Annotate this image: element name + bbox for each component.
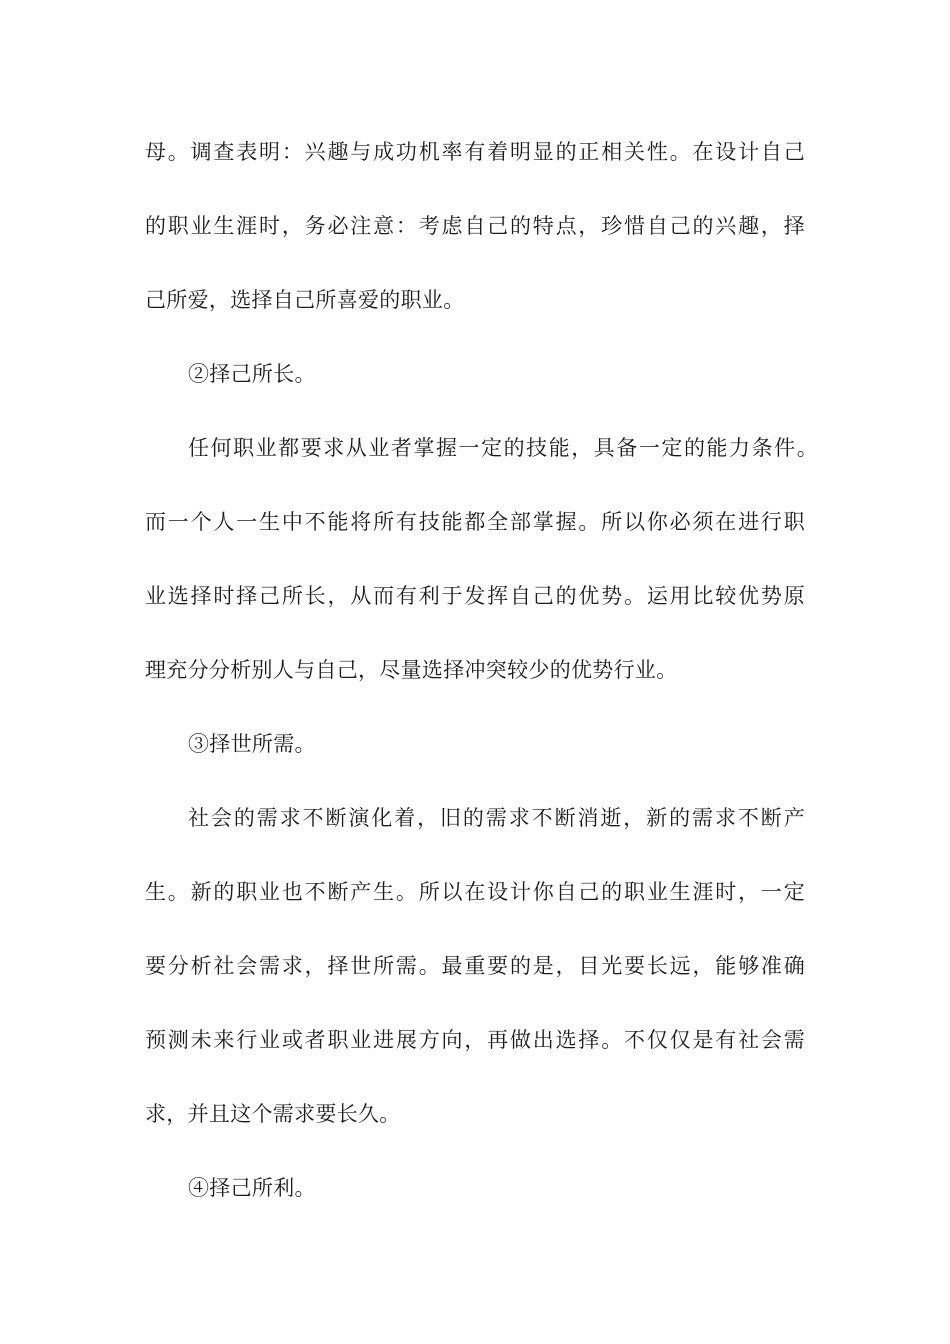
- text-line: 的职业生涯时，务必注意：考虑自己的特点，珍惜自己的兴趣，择: [145, 214, 805, 238]
- text-line: 预测未来行业或者职业进展方向，再做出选择。不仅仅是有社会需: [145, 1028, 805, 1052]
- text-line: 求，并且这个需求要长久。: [145, 1102, 401, 1126]
- section-heading: ②择己所长。: [188, 362, 316, 386]
- section-heading: ④择己所利。: [188, 1176, 316, 1200]
- text-line: 要分析社会需求，择世所需。最重要的是，目光要长远，能够准确: [145, 954, 805, 978]
- text-line: 业选择时择己所长，从而有利于发挥自己的优势。运用比较优势原: [145, 584, 805, 608]
- text-line: 母。调查表明：兴趣与成功机率有着明显的正相关性。在设计自己: [145, 140, 805, 164]
- text-line: 生。新的职业也不断产生。所以在设计你自己的职业生涯时，一定: [145, 880, 805, 904]
- text-line: 社会的需求不断演化着，旧的需求不断消逝，新的需求不断产: [188, 806, 805, 830]
- text-line: 而一个人一生中不能将所有技能都全部掌握。所以你必须在进行职: [145, 510, 805, 534]
- text-line: 任何职业都要求从业者掌握一定的技能，具备一定的能力条件。: [188, 436, 818, 460]
- section-heading: ③择世所需。: [188, 732, 316, 756]
- text-line: 理充分分析别人与自己，尽量选择冲突较少的优势行业。: [145, 658, 678, 682]
- text-line: 己所爱，选择自己所喜爱的职业。: [145, 288, 465, 312]
